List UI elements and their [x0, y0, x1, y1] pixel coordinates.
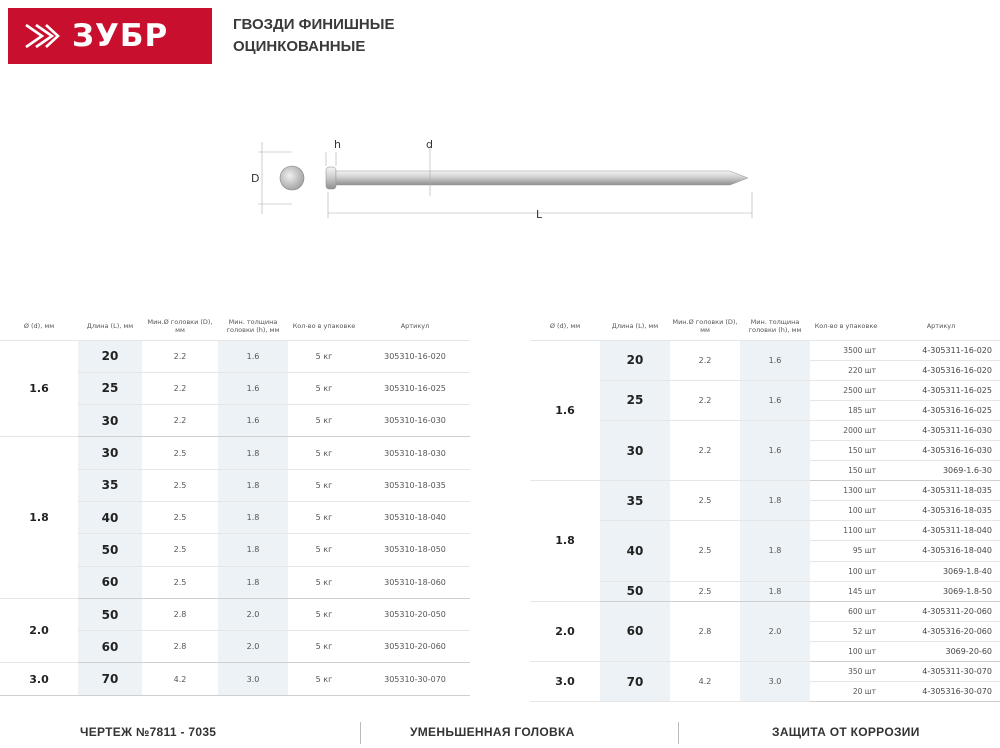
cell-diameter: 1.6 — [530, 340, 600, 481]
cell-head-diameter: 4.2 — [142, 663, 218, 695]
cell-article: 305310-18-035 — [360, 469, 470, 501]
label-length: L — [536, 208, 543, 221]
cell-pack-qty: 100 шт — [810, 561, 882, 581]
header-article: Артикул — [360, 312, 470, 340]
cell-head-diameter: 2.2 — [142, 340, 218, 372]
cell-head-diameter: 4.2 — [670, 662, 740, 702]
footer-drawing-number: ЧЕРТЕЖ №7811 - 7035 — [80, 725, 217, 739]
header-length: Длина (L), мм — [600, 312, 670, 340]
cell-head-thickness: 3.0 — [218, 663, 288, 695]
cell-diameter: 1.8 — [0, 437, 78, 598]
cell-length: 40 — [600, 521, 670, 581]
cell-article: 3069-1.6-30 — [882, 461, 1000, 481]
cell-head-diameter: 2.5 — [142, 501, 218, 533]
cell-pack-qty: 350 шт — [810, 662, 882, 682]
cell-pack-qty: 5 кг — [288, 372, 360, 404]
cell-head-thickness: 1.6 — [218, 405, 288, 437]
nail-head — [326, 167, 336, 189]
cell-pack-qty: 220 шт — [810, 360, 882, 380]
cell-article: 4-305311-18-035 — [882, 481, 1000, 501]
cell-pack-qty: 600 шт — [810, 601, 882, 621]
cell-article: 4-305316-18-040 — [882, 541, 1000, 561]
table-row — [530, 581, 1000, 601]
label-head-diameter: D — [251, 172, 260, 185]
cell-article: 4-305316-16-030 — [882, 440, 1000, 460]
cell-article: 4-305311-16-025 — [882, 380, 1000, 400]
cell-head-diameter: 2.5 — [142, 566, 218, 598]
cell-article: 4-305311-30-070 — [882, 662, 1000, 682]
cell-length: 25 — [78, 372, 142, 404]
cell-length: 60 — [78, 631, 142, 663]
cell-article: 305310-30-070 — [360, 663, 470, 695]
cell-article: 305310-20-050 — [360, 598, 470, 630]
cell-pack-qty: 95 шт — [810, 541, 882, 561]
footer-features — [0, 722, 1000, 744]
cell-article: 305310-16-020 — [360, 340, 470, 372]
cell-head-thickness: 1.8 — [218, 437, 288, 469]
table-row — [0, 437, 470, 469]
cell-length: 35 — [78, 469, 142, 501]
cell-head-diameter: 2.8 — [142, 598, 218, 630]
table-row — [530, 662, 1000, 682]
cell-pack-qty: 5 кг — [288, 598, 360, 630]
footer-divider — [360, 722, 361, 744]
cell-length: 20 — [600, 340, 670, 380]
cell-article: 4-305311-16-030 — [882, 420, 1000, 440]
table-row — [0, 598, 470, 630]
cell-length: 30 — [600, 420, 670, 480]
cell-length: 70 — [600, 662, 670, 702]
brand-logo — [8, 8, 212, 64]
cell-pack-qty: 100 шт — [810, 641, 882, 661]
cell-article: 4-305316-16-020 — [882, 360, 1000, 380]
cell-head-diameter: 2.5 — [670, 481, 740, 521]
cell-pack-qty: 5 кг — [288, 469, 360, 501]
cell-article: 4-305316-20-060 — [882, 621, 1000, 641]
cell-head-thickness: 1.8 — [218, 469, 288, 501]
cell-pack-qty: 52 шт — [810, 621, 882, 641]
cell-length: 30 — [78, 405, 142, 437]
header-article: Артикул — [882, 312, 1000, 340]
cell-head-thickness: 1.6 — [218, 372, 288, 404]
cell-pack-qty: 2500 шт — [810, 380, 882, 400]
cell-pack-qty: 145 шт — [810, 581, 882, 601]
cell-length: 35 — [600, 481, 670, 521]
cell-pack-qty: 185 шт — [810, 400, 882, 420]
cell-head-thickness: 1.8 — [740, 581, 810, 601]
header-head-diameter: Мин.Ø головки (D), мм — [670, 312, 740, 340]
cell-article: 305310-16-025 — [360, 372, 470, 404]
footer-corrosion-protection: ЗАЩИТА ОТ КОРРОЗИИ — [772, 725, 920, 739]
cell-head-thickness: 1.6 — [740, 420, 810, 480]
nail-head-circle — [280, 166, 304, 190]
cell-head-diameter: 2.2 — [670, 420, 740, 480]
cell-length: 50 — [78, 534, 142, 566]
cell-pack-qty: 5 кг — [288, 663, 360, 695]
cell-length: 25 — [600, 380, 670, 420]
table-row — [530, 521, 1000, 541]
cell-head-diameter: 2.5 — [670, 521, 740, 581]
product-title-line2: ОЦИНКОВАННЫЕ — [233, 38, 366, 55]
cell-diameter: 1.8 — [530, 481, 600, 602]
arrow-logo-icon — [22, 21, 62, 51]
table-header — [530, 312, 1000, 340]
cell-length: 70 — [78, 663, 142, 695]
product-title — [233, 14, 553, 58]
cell-head-thickness: 1.8 — [740, 521, 810, 581]
header-head-thickness: Мин. толщина головки (h), мм — [740, 312, 810, 340]
cell-head-thickness: 1.8 — [218, 534, 288, 566]
header-head-diameter: Мин.Ø головки (D), мм — [142, 312, 218, 340]
cell-article: 305310-18-040 — [360, 501, 470, 533]
cell-pack-qty: 1300 шт — [810, 481, 882, 501]
nail-drawing — [240, 130, 780, 230]
cell-article: 3069-20-60 — [882, 641, 1000, 661]
cell-head-thickness: 1.6 — [740, 340, 810, 380]
cell-article: 3069-1.8-50 — [882, 581, 1000, 601]
cell-pack-qty: 20 шт — [810, 682, 882, 702]
cell-pack-qty: 3500 шт — [810, 340, 882, 360]
cell-head-diameter: 2.8 — [142, 631, 218, 663]
cell-pack-qty: 5 кг — [288, 437, 360, 469]
cell-head-thickness: 1.6 — [740, 380, 810, 420]
cell-article: 4-305316-16-025 — [882, 400, 1000, 420]
cell-pack-qty: 5 кг — [288, 566, 360, 598]
cell-article: 4-305311-20-060 — [882, 601, 1000, 621]
product-title-line1: ГВОЗДИ ФИНИШНЫЕ — [233, 16, 395, 33]
cell-head-diameter: 2.2 — [142, 372, 218, 404]
header-length: Длина (L), мм — [78, 312, 142, 340]
cell-head-diameter: 2.5 — [142, 534, 218, 566]
cell-diameter: 3.0 — [0, 663, 78, 695]
cell-article: 305310-16-030 — [360, 405, 470, 437]
cell-diameter: 2.0 — [530, 601, 600, 661]
cell-article: 4-305316-18-035 — [882, 501, 1000, 521]
cell-pack-qty: 150 шт — [810, 461, 882, 481]
cell-length: 60 — [600, 601, 670, 661]
cell-diameter: 3.0 — [530, 662, 600, 702]
cell-head-thickness: 1.8 — [218, 566, 288, 598]
header-head-thickness: Мин. толщина головки (h), мм — [218, 312, 288, 340]
cell-head-thickness: 1.8 — [218, 501, 288, 533]
nail-shank — [336, 171, 748, 185]
cell-article: 305310-18-060 — [360, 566, 470, 598]
header-pack-qty: Кол-во в упаковке — [810, 312, 882, 340]
table-row — [530, 601, 1000, 621]
cell-length: 50 — [78, 598, 142, 630]
cell-head-thickness: 2.0 — [218, 598, 288, 630]
cell-article: 4-305316-30-070 — [882, 682, 1000, 702]
cell-pack-qty: 5 кг — [288, 340, 360, 372]
header-diameter: Ø (d), мм — [530, 312, 600, 340]
cell-article: 4-305311-18-040 — [882, 521, 1000, 541]
cell-article: 4-305311-16-020 — [882, 340, 1000, 360]
brand-name: ЗУБР — [72, 18, 169, 54]
table-row — [530, 481, 1000, 501]
cell-pack-qty: 5 кг — [288, 534, 360, 566]
cell-head-diameter: 2.2 — [670, 340, 740, 380]
label-head-height: h — [334, 138, 341, 151]
cell-head-diameter: 2.2 — [670, 380, 740, 420]
table-row — [530, 380, 1000, 400]
cell-pack-qty: 1100 шт — [810, 521, 882, 541]
cell-diameter: 2.0 — [0, 598, 78, 663]
cell-pack-qty: 5 кг — [288, 405, 360, 437]
header-pack-qty: Кол-во в упаковке — [288, 312, 360, 340]
cell-length: 60 — [78, 566, 142, 598]
cell-length: 40 — [78, 501, 142, 533]
cell-head-thickness: 1.8 — [740, 481, 810, 521]
cell-pack-qty: 150 шт — [810, 440, 882, 460]
header-diameter: Ø (d), мм — [0, 312, 78, 340]
footer-reduced-head: УМЕНЬШЕННАЯ ГОЛОВКА — [410, 725, 575, 739]
cell-pack-qty: 5 кг — [288, 501, 360, 533]
cell-head-thickness: 3.0 — [740, 662, 810, 702]
cell-head-diameter: 2.5 — [142, 437, 218, 469]
cell-head-thickness: 1.6 — [218, 340, 288, 372]
cell-head-diameter: 2.2 — [142, 405, 218, 437]
table-header — [0, 312, 470, 340]
cell-article: 305310-20-060 — [360, 631, 470, 663]
cell-article: 3069-1.8-40 — [882, 561, 1000, 581]
cell-pack-qty: 100 шт — [810, 501, 882, 521]
table-row — [0, 340, 470, 372]
cell-article: 305310-18-030 — [360, 437, 470, 469]
table-row — [530, 420, 1000, 440]
table-piece-packs — [530, 312, 1000, 702]
cell-head-diameter: 2.5 — [142, 469, 218, 501]
cell-head-thickness: 2.0 — [218, 631, 288, 663]
cell-pack-qty: 5 кг — [288, 631, 360, 663]
cell-article: 305310-18-050 — [360, 534, 470, 566]
label-shank-diameter: d — [426, 138, 433, 151]
cell-length: 30 — [78, 437, 142, 469]
cell-length: 20 — [78, 340, 142, 372]
cell-head-diameter: 2.8 — [670, 601, 740, 661]
cell-length: 50 — [600, 581, 670, 601]
cell-head-diameter: 2.5 — [670, 581, 740, 601]
table-weight-packs — [0, 312, 470, 696]
cell-head-thickness: 2.0 — [740, 601, 810, 661]
cell-diameter: 1.6 — [0, 340, 78, 437]
table-row — [530, 340, 1000, 360]
footer-divider — [678, 722, 679, 744]
cell-pack-qty: 2000 шт — [810, 420, 882, 440]
table-row — [0, 663, 470, 695]
